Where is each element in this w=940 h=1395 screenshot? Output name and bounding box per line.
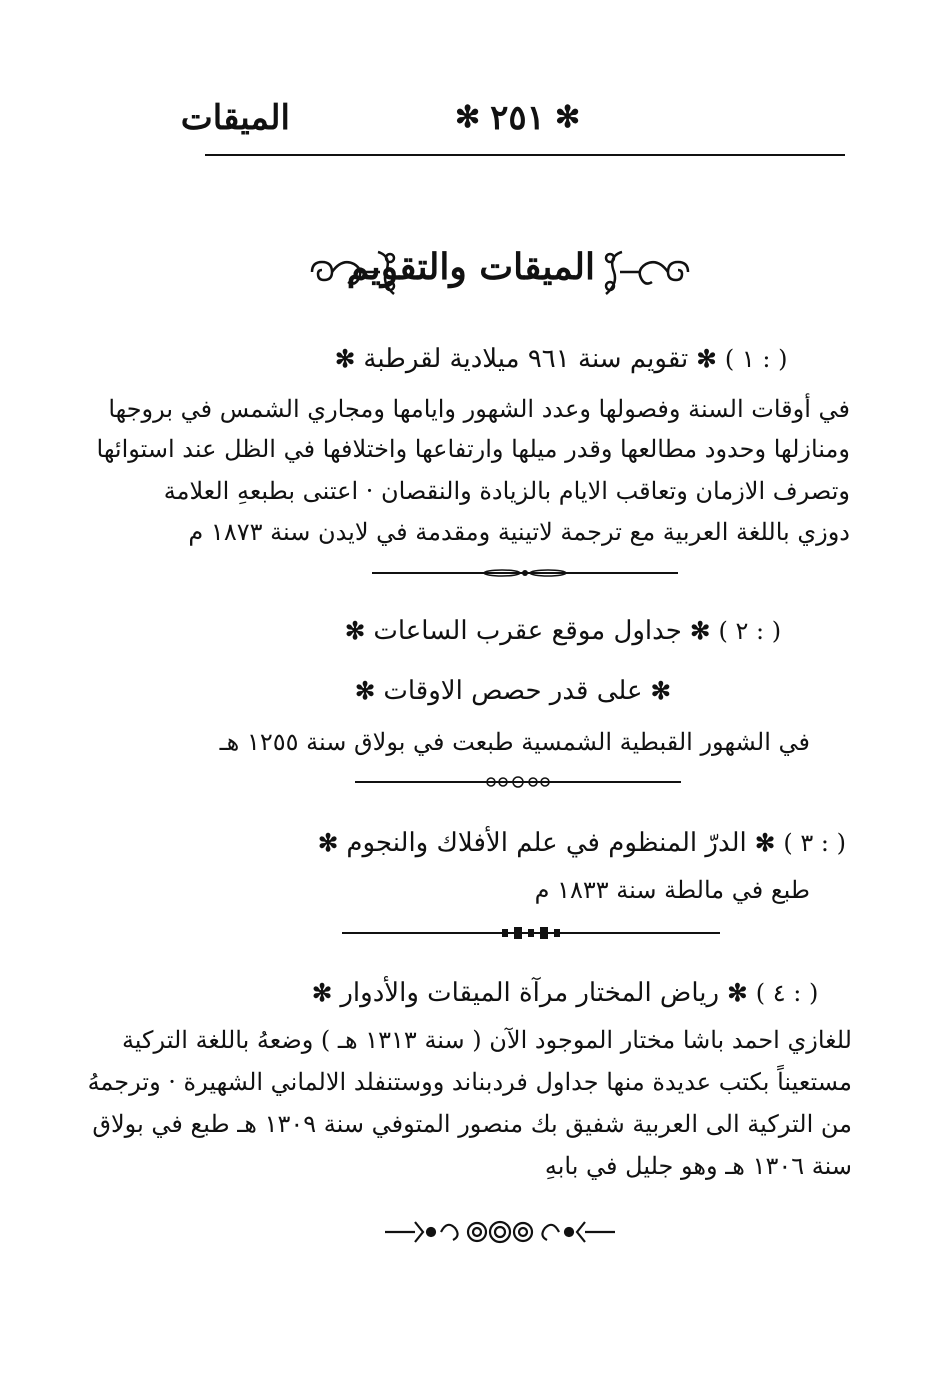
ornament-star-icon: ✻ [345, 616, 366, 645]
entry-number: ( ٣ : ) [783, 829, 846, 857]
ornament-star-icon: ✻ [650, 676, 671, 705]
page-number: ٢٥١ [490, 98, 545, 138]
entry-title: رياض المختار مرآة الميقات والأدوار [340, 978, 720, 1008]
entry-1-line-4: دوزي باللغة العربية مع ترجمة لاتينية ومقدمة في لايدن سنة ١٨٧٣ م [188, 518, 850, 546]
ornament-star-icon: ✻ [455, 100, 481, 135]
ornament-star-icon: ✻ [727, 978, 748, 1007]
ornament-star-icon: ✻ [690, 616, 711, 645]
entry-4-line-4: سنة ١٣٠٦ هـ وهو جليل في بابهِ [544, 1152, 852, 1180]
entry-number: ( ٢ : ) [718, 617, 782, 645]
entry-subtitle: على قدر حصص الاوقات [383, 676, 643, 706]
ornament-star-icon: ✻ [554, 100, 581, 135]
ornament-star-icon: ✻ [355, 676, 376, 705]
entry-heading-2 [345, 616, 781, 646]
ornament-star-icon: ✻ [696, 344, 717, 373]
entry-title: الدرّ المنظوم في علم الأفلاك والنجوم [346, 828, 747, 858]
running-header-title: الميقات [180, 98, 290, 138]
ornament-star-icon: ✻ [318, 828, 339, 857]
entry-title: تقويم سنة ٩٦١ ميلادية لقرطبة [363, 344, 689, 374]
entry-4-line-1: للغازي احمد باشا مختار الموجود الآن ( سنة ١٣١٣ هـ ) وضعهُ باللغة التركية [121, 1026, 852, 1054]
entry-1-line-2: ومنازلها وحدود مطالعها وقدر ميلها وارتفاعها واختلافها في الظل عند استوائها [96, 435, 850, 463]
entry-number: ( ٤ : ) [755, 979, 819, 1007]
entry-1-line-3: وتصرف الازمان وتعاقب الايام بالزيادة والنقصان · اعتنى بطبعهِ العلامة [163, 477, 850, 505]
right-scroll-ornament-icon [595, 244, 700, 299]
entry-number: ( ١ : ) [724, 345, 788, 373]
entry-1-line-1: في أوقات السنة وفصولها وعدد الشهور وايامها ومجاري الشمس في بروجها [108, 395, 850, 423]
header-rule [205, 154, 845, 156]
divider-ornament [355, 775, 681, 789]
ornament-star-icon: ✻ [335, 344, 356, 373]
ornament-star-icon: ✻ [312, 978, 333, 1007]
divider-ornament [372, 566, 678, 580]
closing-ornament-icon [385, 1212, 615, 1252]
section-heading-block [300, 236, 700, 306]
section-heading: الميقات والتقويم [346, 246, 595, 288]
entry-title: جداول موقع عقرب الساعات [373, 616, 682, 646]
entry-4-line-3: من التركية الى العربية شفيق بك منصور المتوفي سنة ١٣٠٩ هـ طبع في بولاق [92, 1110, 852, 1138]
entry-heading-4 [312, 978, 818, 1008]
entry-3-line-1: طبع في مالطة سنة ١٨٣٣ م [534, 876, 810, 904]
ornament-star-icon: ✻ [755, 828, 776, 857]
entry-heading-3 [318, 828, 846, 858]
divider-ornament [342, 926, 720, 940]
page-number-group [455, 98, 580, 138]
entry-4-line-2: مستعيناً بكتب عديدة منها جداول فردبناند ووستنفلد الالماني الشهيرة · وترجمهُ [87, 1068, 852, 1096]
entry-2-line-1: في الشهور القبطية الشمسية طبعت في بولاق سنة ١٢٥٥ هـ [219, 728, 810, 756]
entry-subheading-2 [355, 676, 671, 706]
entry-heading-1 [335, 344, 787, 374]
